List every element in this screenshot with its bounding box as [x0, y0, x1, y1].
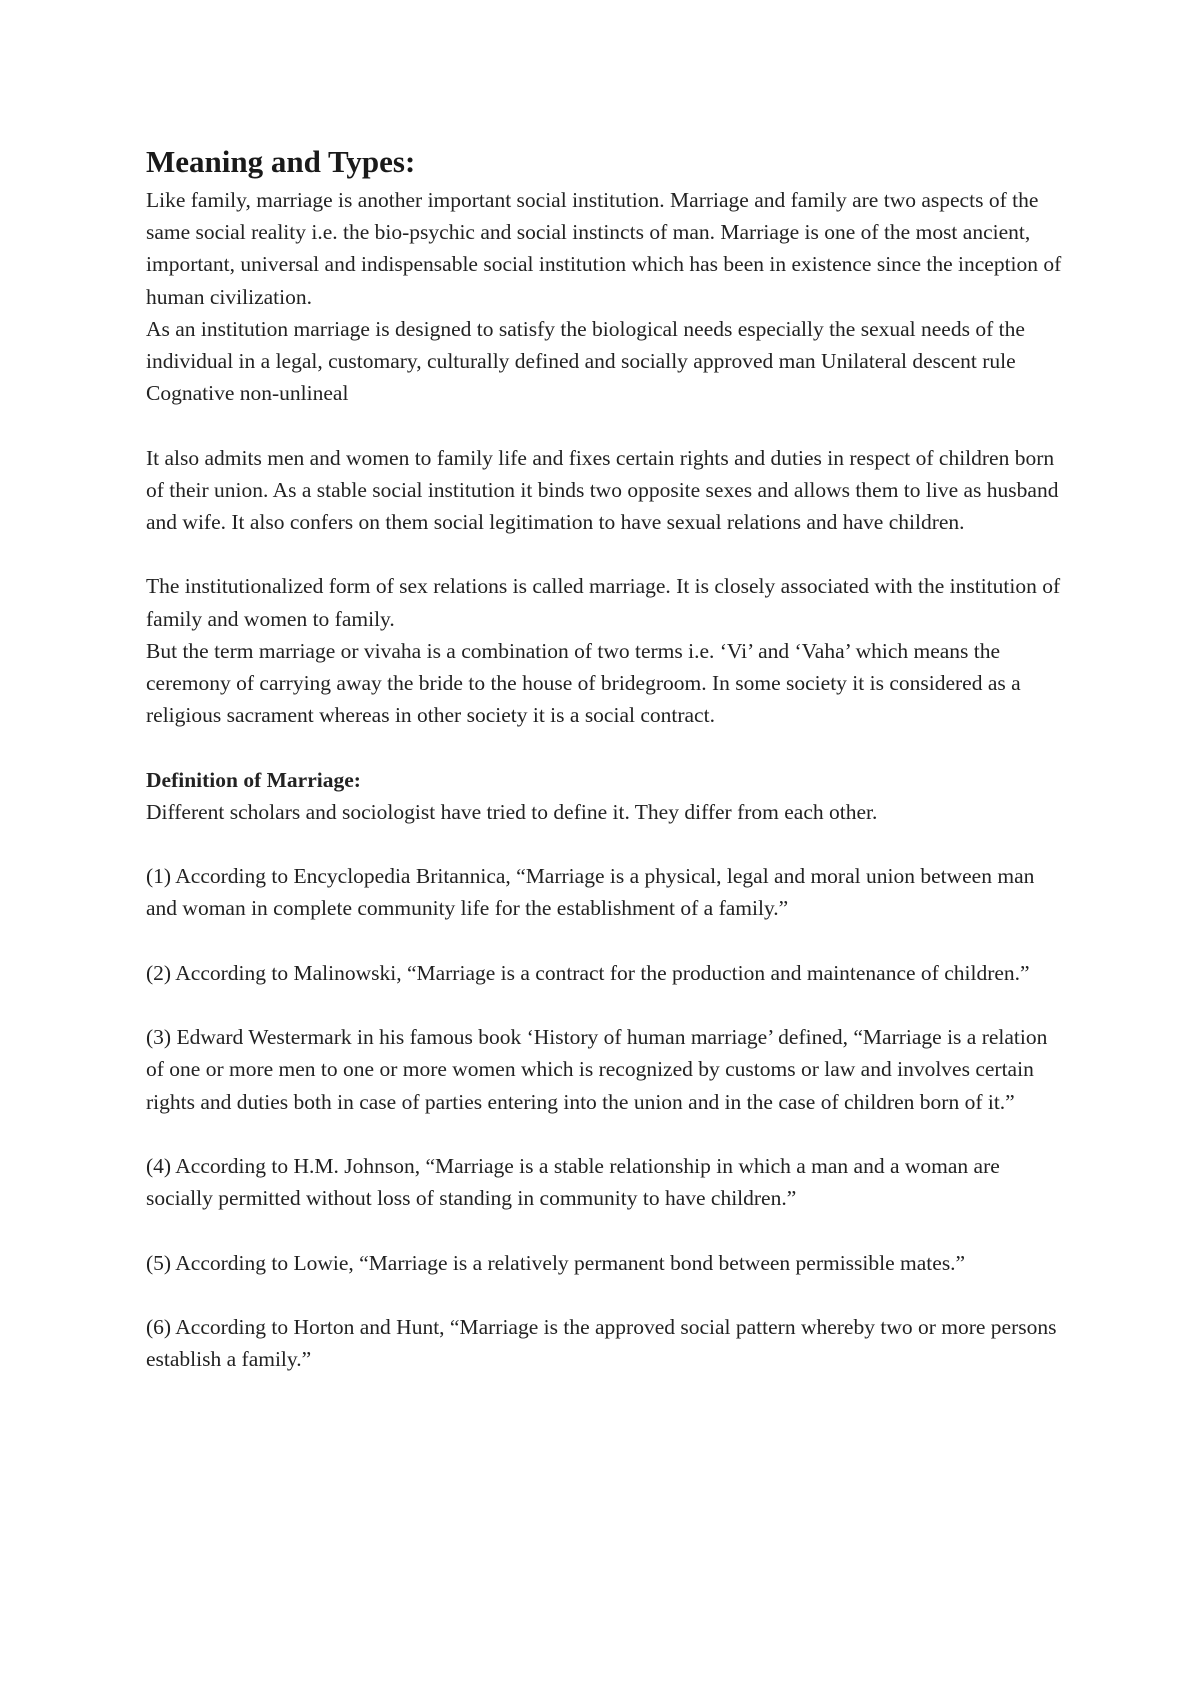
spacer [146, 1279, 1066, 1311]
spacer [146, 925, 1066, 957]
vivaha-paragraph: But the term marriage or vivaha is a combination of two terms i.e. ‘Vi’ and ‘Vaha’ which means the ceremony of carrying away the bride to the house of bridegroom. In some society it is considered as a religious sacrament whereas in other society it is a social contract. [146, 638, 1021, 728]
spacer [146, 1118, 1066, 1150]
spacer [146, 538, 1066, 570]
spacer [146, 1214, 1066, 1246]
document-page [146, 140, 1066, 1375]
document-title: Meaning and Types: [146, 144, 416, 179]
definition-item-1: (1) According to Encyclopedia Britannica, “Marriage is a physical, legal and moral union between man and woman in complete community life for the establishment of a family.” [146, 864, 1035, 921]
definition-item-5: (5) According to Lowie, “Marriage is a relatively permanent bond between permissible mates.” [146, 1250, 966, 1275]
definition-item-6: (6) According to Horton and Hunt, “Marriage is the approved social pattern whereby two or more persons establish a family.” [146, 1314, 1057, 1372]
institutionalized-paragraph: The institutionalized form of sex relations is called marriage. It is closely associated with the institution of family and women to family. [146, 574, 1061, 631]
spacer [146, 989, 1066, 1021]
spacer [146, 828, 1066, 860]
spacer [146, 731, 1066, 763]
definition-item-3: (3) Edward Westermark in his famous book ‘History of human marriage’ defined, “Marriage is a relation of one or more men to one or more women which is recognized by customs or law and involves certain rights and duties both in case of parties entering into the union and in the case of children born of it.” [146, 1025, 1048, 1114]
intro-paragraph-1: Like family, marriage is another important social institution. Marriage and family are two aspects of the same social reality i.e. the bio-psychic and social instincts of man. Marriage is one of the most ancient, important, universal and indispensable social institution which has been in existence since the inception of human civilization. [146, 188, 1062, 309]
definition-heading: Definition of Marriage: [146, 767, 361, 792]
definition-item-4: (4) According to H.M. Johnson, “Marriage is a stable relationship in which a man and a woman are socially permitted without loss of standing in community to have children.” [146, 1153, 1000, 1211]
definition-item-2: (2) According to Malinowski, “Marriage is a contract for the production and maintenance of children.” [146, 960, 1030, 985]
definition-intro: Different scholars and sociologist have tried to define it. They differ from each other. [146, 799, 878, 824]
spacer [146, 409, 1066, 441]
rights-paragraph: It also admits men and women to family life and fixes certain rights and duties in respect of children born of their union. As a stable social institution it binds two opposite sexes and allows them to live as husband and wife. It also confers on them social legitimation to have sexual relations and have children. [146, 445, 1059, 535]
intro-paragraph-2: As an institution marriage is designed to satisfy the biological needs especially the sexual needs of the individual in a legal, customary, culturally defined and socially approved man Unilateral descent rule Cognative non-unlineal [146, 316, 1025, 406]
